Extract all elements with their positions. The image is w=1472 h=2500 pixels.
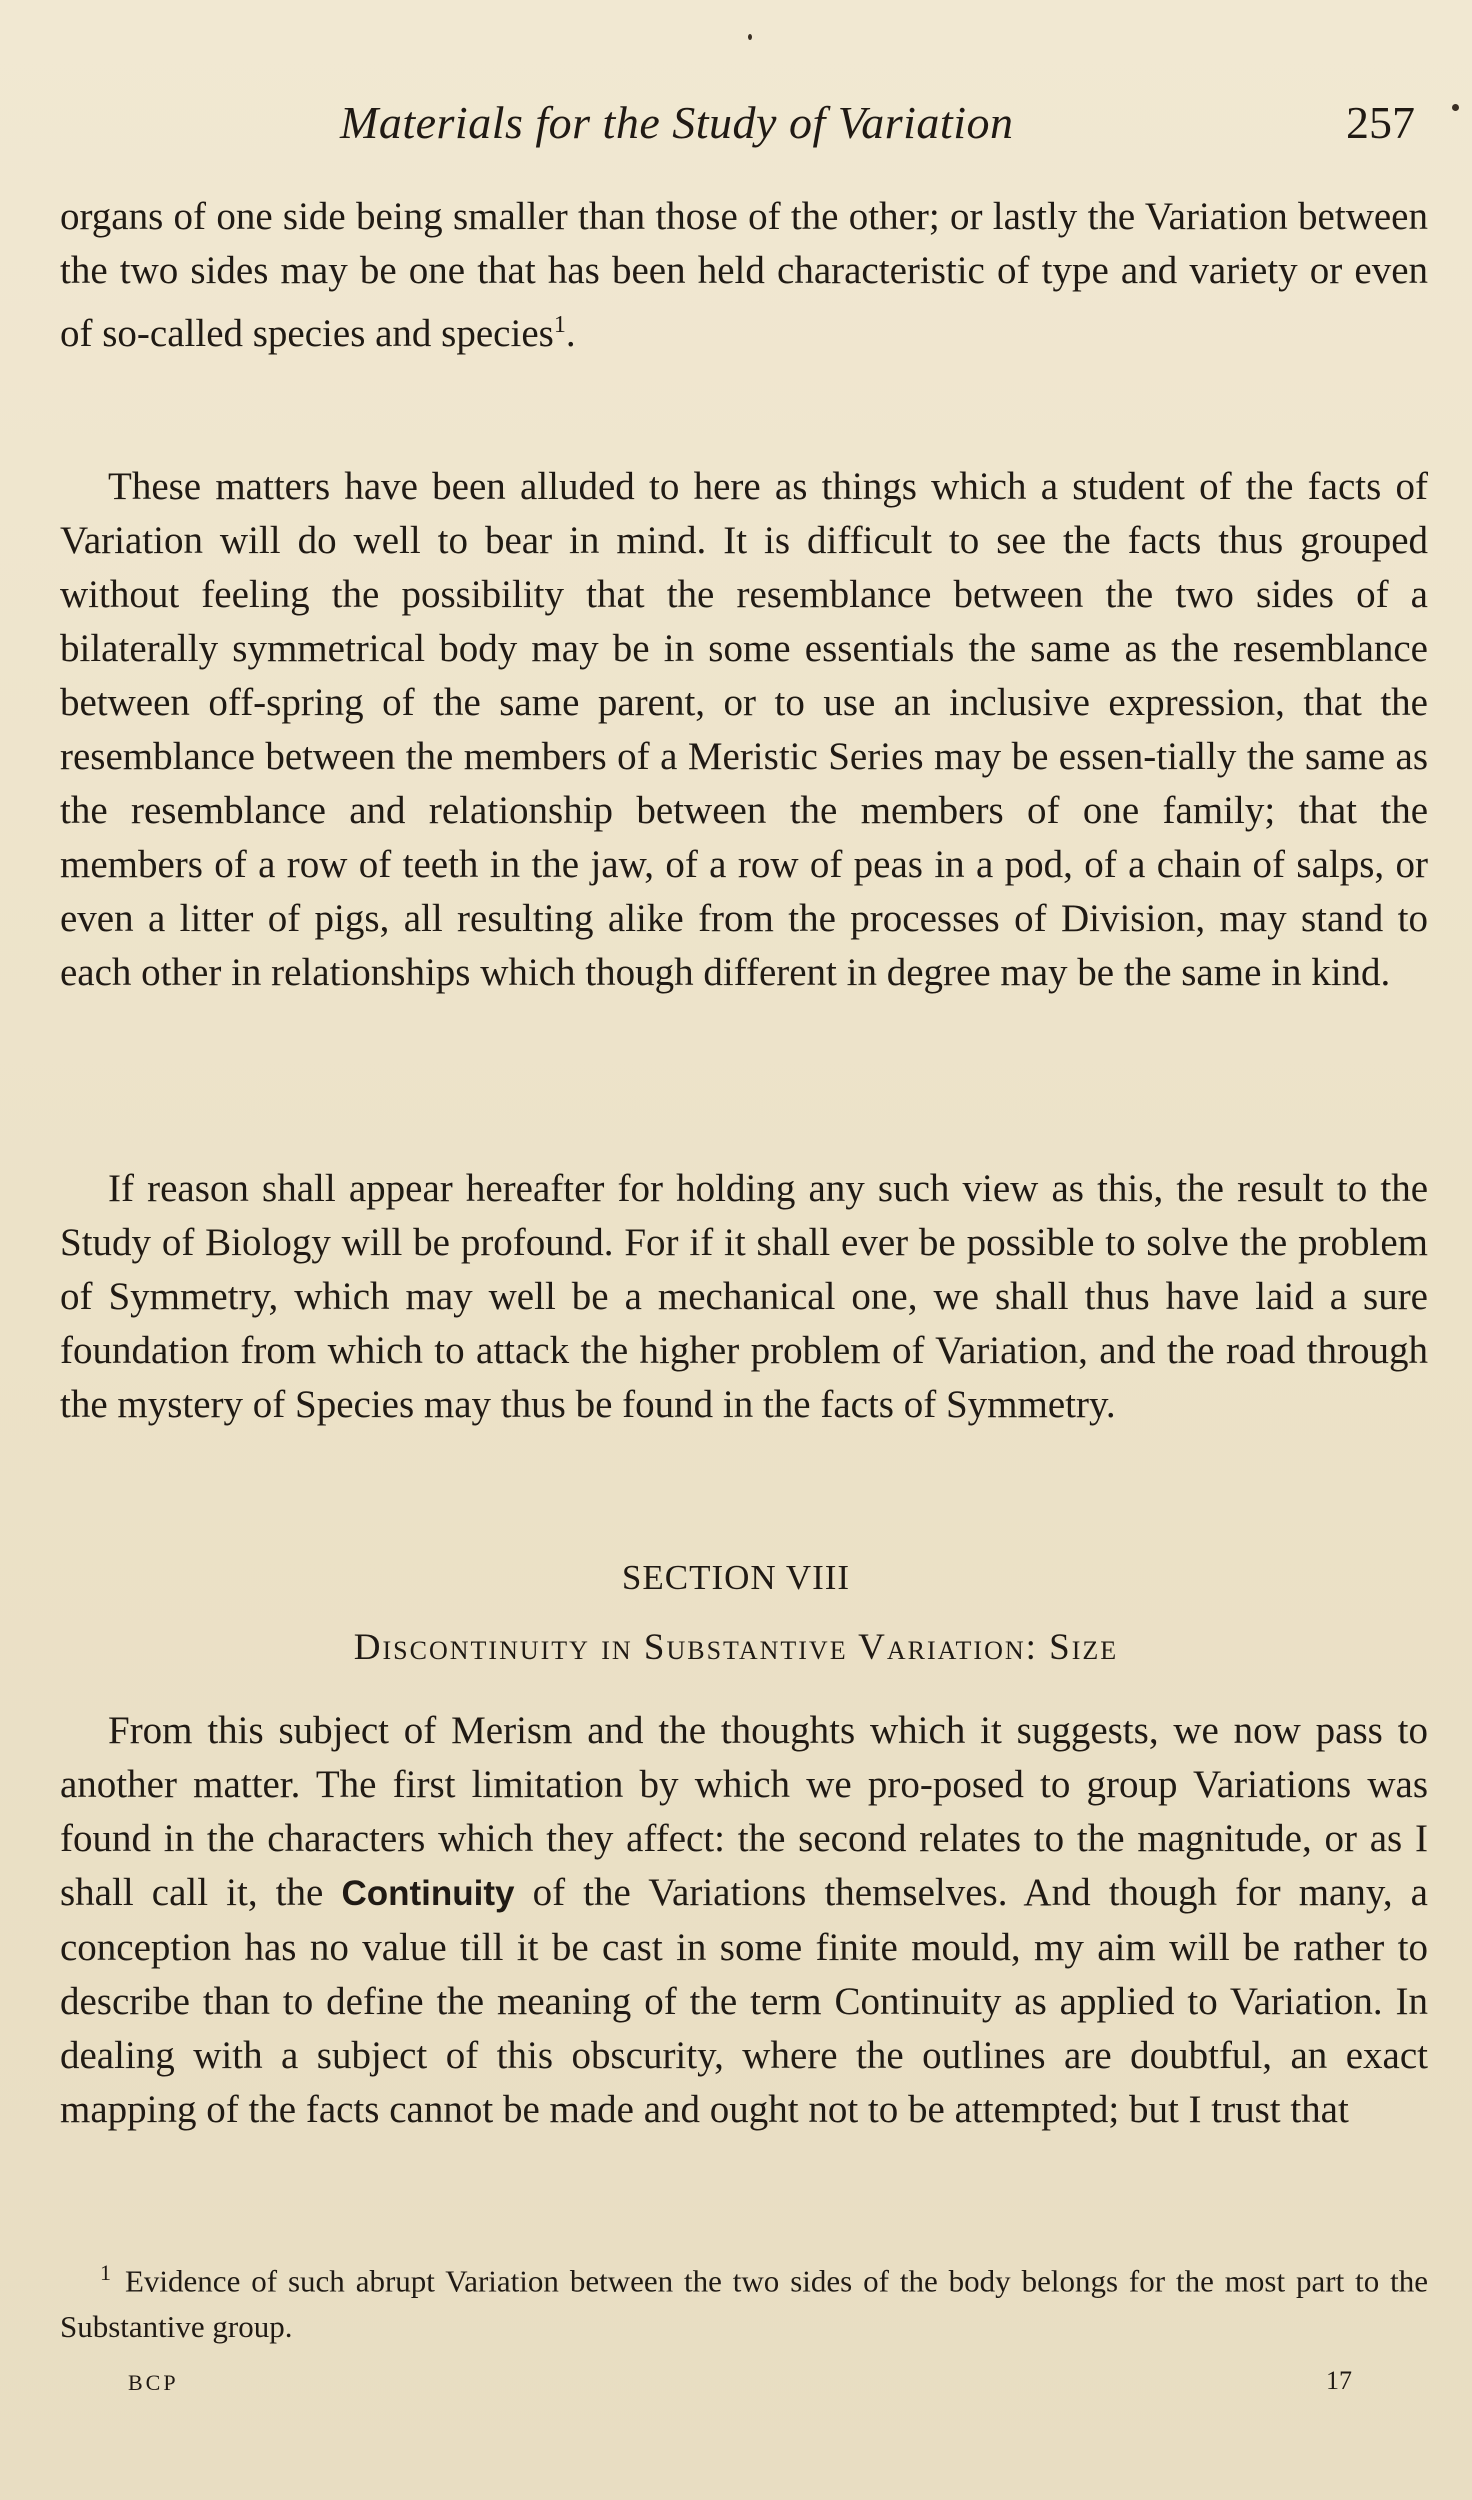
paragraph-4 [60, 1704, 1428, 2137]
footnote-reference: 1 [553, 312, 566, 338]
paragraph-1-end: . [565, 312, 576, 355]
ink-speck [748, 34, 752, 40]
running-head-title: Materials for the Study of Variation [340, 97, 1014, 148]
printer-signature: BCP [128, 2370, 179, 2395]
section-number: SECTION VIII [621, 1558, 851, 1597]
paragraph-4-start: From this subject of Merism and the thoughts which it suggests, we now pass to another matter. The first limitation by which we pro-posed to group Variations was found in the characters which they affect: the second relates to the magnitude, or as I shall call it, the [60, 1709, 1428, 1914]
sheet-number: 17 [1326, 2366, 1352, 2395]
paragraph-1-text: organs of one side being smaller than those of the other; or lastly the Variation between the two sides may be one that has been held characteristic of type and variety or even of so-called species and species [60, 195, 1428, 355]
footnote-text: Evidence of such abrupt Variation between the two sides of the body belongs for the most part to the Substantive group. [60, 2263, 1428, 2345]
section-title: Discontinuity in Substantive Variation: Size [353, 1627, 1119, 1668]
ink-speck [1452, 104, 1459, 111]
paragraph-3: If reason shall appear hereafter for holding any such view as this, the result to the Study of Biology will be profound. For if it shall ever be possible to solve the problem of Symmetry, which may well be a mechanical one, we shall thus have laid a sure foundation from which to attack the higher problem of Variation, and the road through the mystery of Species may thus be found in the facts of Symmetry. [60, 1167, 1428, 1426]
continuity-term: Continuity [341, 1874, 515, 1913]
footnote [60, 2250, 1428, 2350]
paragraph-1 [60, 190, 1428, 361]
paragraph-2: These matters have been alluded to here as things which a student of the facts of Variation will do well to bear in mind. It is difficult to see the facts thus grouped without feeling the possibility that the resemblance between the two sides of a bilaterally symmetrical body may be in some essentials the same as the resemblance between off-spring of the same parent, or to use an inclusive expression, that the resemblance between the members of a Meristic Series may be essen-tially the same as the resemblance and relationship between the members of one family; that the members of a row of teeth in the jaw, of a row of peas in a pod, of a chain of salps, or even a litter of pigs, all resulting alike from the processes of Division, may stand to each other in relationships which though different in degree may be the same in kind. [60, 465, 1428, 994]
footnote-marker: 1 [100, 2260, 111, 2285]
page-number: 257 [1346, 97, 1415, 148]
paragraph-4-rest: of the Variations themselves. And though for many, a conception has no value till it be cast in some finite mould, my aim will be rather to describe than to define the meaning of the term Continuity as applied to Variation. In dealing with a subject of this obscurity, where the outlines are doubtful, an exact mapping of the facts cannot be made and ought not to be attempted; but I trust that [60, 1871, 1428, 2131]
